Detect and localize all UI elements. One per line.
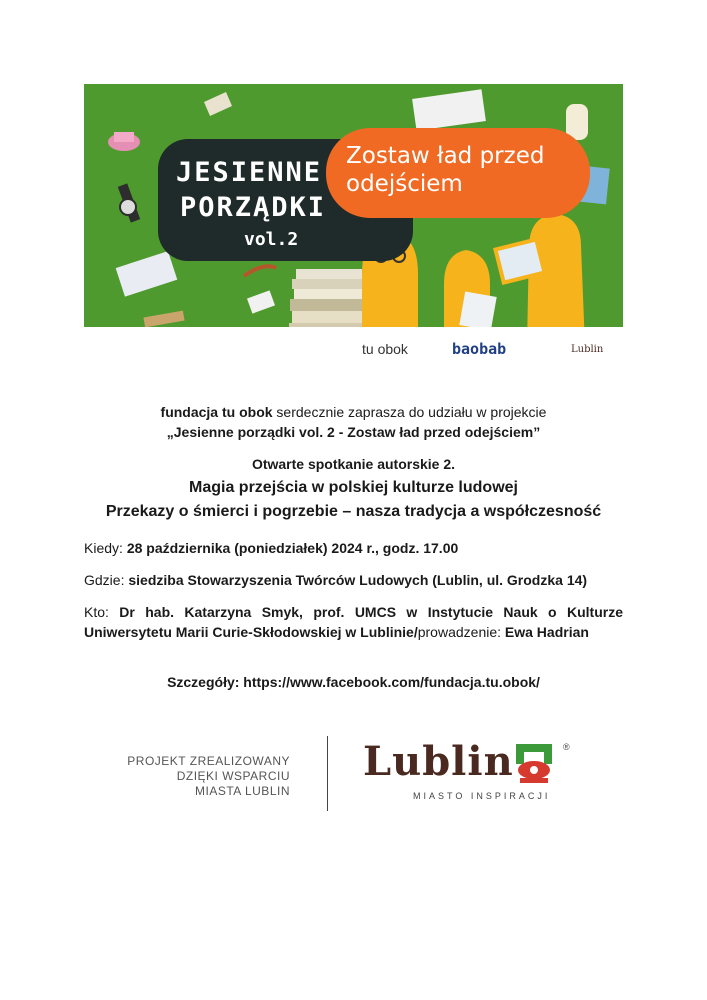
logo-lublin-small: Lublin [571, 344, 604, 355]
org-name: fundacja tu obok [160, 404, 273, 420]
when-label: Kiedy: [84, 540, 127, 556]
who-label: Kto: [84, 604, 120, 620]
banner-title-vol: vol.2 [244, 229, 299, 250]
project-name [84, 422, 623, 442]
banner-title-line1: JESIENNE [176, 157, 323, 188]
meeting-topic-2: Przekazy o śmierci i pogrzebie – nasza tradycja a współczesność [105, 503, 602, 520]
sponsor-line-2: DZIĘKI WSPARCIU [176, 769, 290, 783]
when-value: 28 października (poniedziałek) 2024 r., godz. 17.00 [126, 540, 459, 556]
when-row [84, 538, 623, 558]
footer-divider [327, 736, 328, 811]
banner-subtitle: Zostaw ład przed odejściem [346, 143, 545, 197]
registered-mark: ® [563, 742, 570, 752]
meeting-label: Otwarte spotkanie autorskie 2. [251, 456, 456, 472]
banner-logo-strip [84, 327, 623, 367]
meeting-topic-1: Magia przejścia w polskiej kulturze ludowej [189, 479, 518, 496]
sponsor-line-1: PROJEKT ZREALIZOWANY [127, 754, 290, 768]
logo-tu-obok: tu obok [362, 341, 408, 357]
lublin-emblem-icon [512, 742, 556, 786]
letter-icon [116, 251, 178, 297]
invitation-content [84, 402, 623, 690]
lublin-tagline: MIASTO INSPIRACJI [413, 791, 551, 801]
project-title: „Jesienne porządki vol. 2 - Zostaw ład przed odejściem” [166, 424, 541, 440]
host-label: prowadzenie: [417, 624, 505, 640]
paper-icon [204, 92, 232, 116]
sponsor-line-3: MIASTA LUBLIN [195, 784, 290, 798]
bracelet-icon [244, 266, 276, 276]
who-value: Dr hab. Katarzyna Smyk, prof. UMCS w Instytucie Nauk o Kulturze Uniwersytetu Marii Curie-Skłodowskiej w Lublinie/ [84, 604, 623, 640]
open-book-icon [412, 89, 486, 130]
where-label: Gdzie: [84, 572, 129, 588]
host-value: Ewa Hadrian [504, 624, 589, 640]
details-link[interactable]: Szczegóły: https://www.facebook.com/fundacja.tu.obok/ [167, 674, 540, 690]
invite-text: serdecznie zaprasza do udziału w projekcie [272, 404, 547, 420]
invite-line [84, 402, 623, 422]
banner-title-line2: PORZĄDKI [180, 192, 327, 223]
where-value: siedziba Stowarzyszenia Twórców Ludowych (Lublin, ul. Grodzka 14) [128, 572, 588, 588]
where-row [84, 570, 623, 590]
who-row [84, 602, 623, 642]
logo-baobab: baobab [452, 340, 507, 358]
lublin-logo-word: Lublin [363, 738, 514, 785]
event-banner [84, 84, 623, 367]
sponsor-text [110, 754, 290, 799]
